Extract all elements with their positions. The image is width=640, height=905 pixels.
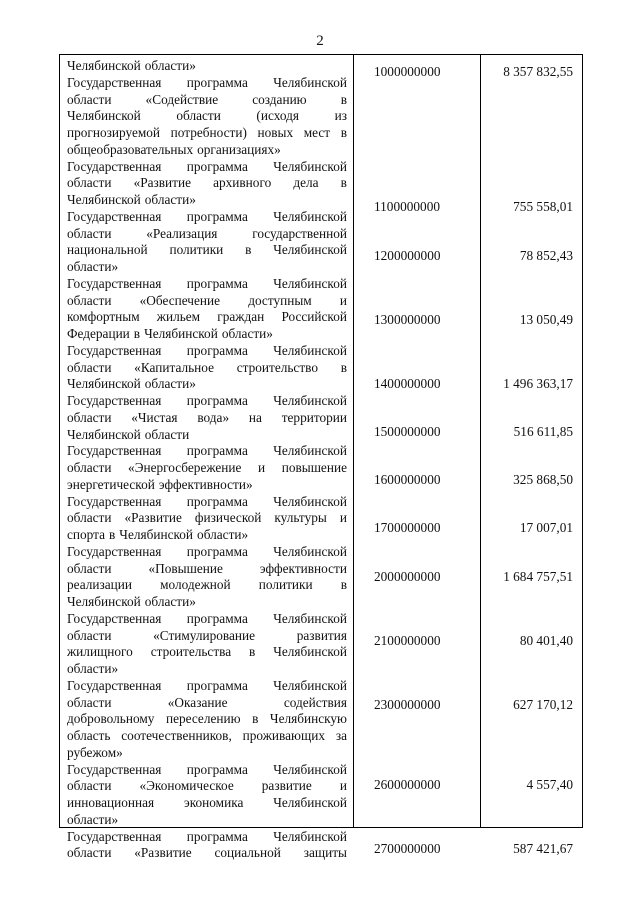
program-name-word: Челябинской [273,275,347,291]
program-name-line [67,58,347,75]
program-name-line [67,778,347,795]
program-name-line [67,762,347,779]
program-name-word: Государственная [67,543,162,559]
program-name-word: Челябинской [67,58,141,73]
program-name-word: из [334,108,347,124]
program-amount: 17 007,01 [519,520,573,535]
program-code: 1100000000 [374,199,440,214]
program-name-word: потребности) [170,125,247,140]
program-name-word: защиты [303,845,347,861]
program-amount: 1 496 363,17 [503,376,573,391]
program-name-word: Челябинской [273,158,347,174]
program-name-word: архивного [213,175,272,191]
program-name-word: дела [293,175,319,191]
program-name-line [67,427,347,444]
program-name-word: за [335,728,347,743]
program-name-word: Государственная [67,74,162,90]
program-amount: 516 611,85 [513,424,573,439]
program-name-word: повышение [281,460,347,475]
program-name-word: в [340,577,347,593]
program-name-word: жильем [156,309,201,325]
program-code: 1500000000 [374,424,441,439]
program-name-word: области [144,426,190,442]
program-name-line [67,527,347,544]
program-name-word: Челябинской [273,828,347,844]
program-name-word: Государственная [67,342,162,358]
program-name-word: программа [186,761,248,777]
program-name-word: программа [186,275,248,291]
program-name-line [67,343,347,360]
program-name-line [67,745,347,762]
program-name-word: области [67,292,112,308]
program-name-word: Челябинской [67,426,141,442]
program-name-word: Челябинской [273,208,347,224]
program-name-line [67,209,347,226]
program-name-word: в [249,644,256,660]
program-name-word: «Развитие [124,510,182,526]
program-name-word: программа [186,393,248,408]
program-name-word: созданию [252,91,307,107]
program-code: 2000000000 [374,569,441,584]
program-name-word: новых [257,125,294,140]
program-name-line [67,711,347,728]
program-name-word: эффективности [259,560,347,576]
program-name-word: молодежной [160,577,231,593]
program-name-word: программа [186,158,248,174]
program-name-word: социальной [214,845,281,861]
program-name-line [67,326,347,343]
program-name-word: и [339,778,347,794]
program-name-word: спорта [67,527,106,542]
program-name-line [67,812,347,829]
program-name-line [67,75,347,92]
program-name-line [67,142,347,159]
program-name-word: в [340,175,347,191]
program-name-word: в [340,359,347,375]
program-name-word: в [340,125,347,140]
program-name-word: Челябинской [273,443,347,459]
program-name-line [67,728,347,745]
program-name-word: Государственная [67,393,162,408]
program-name-word: в [245,242,252,258]
program-name-word: экономика [184,795,244,810]
program-name-line [67,544,347,561]
program-name-word: общеобразовательных [67,141,194,157]
column-divider [480,55,481,827]
program-name-line [67,829,347,846]
program-name-word: «Развитие [134,845,192,861]
program-code: 1600000000 [374,472,441,487]
program-name-word: Челябинской [273,761,347,777]
program-name-word: переселению [165,711,241,727]
program-name-word: «Развитие [133,175,191,191]
program-name-word: области [67,91,112,107]
program-name-word: области» [144,58,196,73]
program-name-word: Челябинской [67,192,141,207]
program-name-word: области» [221,326,273,341]
program-name-word: области [176,108,221,124]
program-name-line [67,494,347,511]
program-name-word: Челябинской [67,108,141,124]
program-amount: 80 401,40 [519,633,573,648]
program-name-word: Челябинской [144,326,218,341]
program-name-word: Государственная [67,443,162,459]
program-name-word: «Оказание [167,694,228,710]
program-name-line [67,242,347,259]
program-name-word: области» [67,259,119,274]
program-code: 1400000000 [374,376,441,391]
program-name-line [67,477,347,494]
program-name-word: в [109,527,116,542]
program-name-word: программа [186,493,248,509]
program-amount: 627 170,12 [513,697,573,712]
program-name-line [67,175,347,192]
program-name-line [67,293,347,310]
program-name-word: энергетической [67,476,155,492]
program-name-word: «Энергосбережение [128,460,242,475]
program-name-word: культуры [274,510,327,526]
program-name-word: программа [186,443,248,459]
program-code: 2300000000 [374,697,441,712]
program-name-line [67,561,347,578]
program-name-word: Челябинской [67,376,141,392]
program-name-line [67,443,347,460]
program-name-word: Государственная [67,158,162,174]
program-name-word: «Экономическое [139,778,234,794]
program-name-word: области [67,175,112,191]
program-name-line [67,460,347,477]
program-name-word: доступным [248,292,312,308]
program-name-word: Челябинской [273,242,347,258]
program-name-line [67,661,347,678]
program-name-word: мест [303,125,331,140]
program-name-word: Государственная [67,677,162,693]
program-name-word: рубежом» [67,744,123,760]
program-name-word: и [339,292,347,308]
program-name-word: Государственная [67,208,162,224]
program-name-word: Государственная [67,828,162,844]
program-name-word: области [67,409,112,425]
program-name-word: строительство [236,359,318,375]
program-name-word: «Капитальное [134,359,214,375]
program-amount: 4 557,40 [526,777,573,792]
program-name-word: области [67,225,112,241]
program-name-word: области» [67,661,119,676]
program-amount: 78 852,43 [519,248,573,263]
program-name-line [67,276,347,293]
program-name-word: области» [144,192,196,207]
program-name-word: «Стимулирование [153,627,256,643]
program-code: 1300000000 [374,312,441,327]
program-name-line [67,845,347,862]
program-name-line [67,376,347,393]
program-name-word: Федерации [67,326,130,341]
program-name-word: программа [186,610,248,626]
program-name-word: Государственная [67,610,162,626]
program-name-word: национальной [67,242,148,258]
program-name-word: Челябинской [273,677,347,693]
budget-table [59,54,583,861]
program-amount: 13 050,49 [519,312,573,327]
program-name-word: области [67,694,112,710]
program-name-line [67,611,347,628]
program-name-word: области [67,460,112,475]
program-name-line [67,644,347,661]
page-number: 2 [316,33,324,49]
program-name-word: развития [296,627,347,643]
program-name-word: программа [186,342,248,358]
program-name-word: Государственная [67,275,162,291]
program-name-word: политики [258,577,313,593]
program-name-word: на [248,409,262,425]
program-name-word: области [67,510,112,526]
program-name-line [67,678,347,695]
column-divider [353,55,354,827]
program-name-word: граждан [217,309,265,325]
program-name-word: «Повышение [148,560,223,576]
program-name-line [67,309,347,326]
program-name-line [67,92,347,109]
program-name-word: области [67,359,112,375]
program-name-line [67,594,347,611]
program-name-word: Челябинской [67,594,141,609]
program-name-word: в [340,91,347,107]
program-name-word: проживающих [242,728,325,743]
program-name-line [67,360,347,377]
program-name-word: области» [144,376,196,392]
program-name-word: Челябинской [273,342,347,358]
program-name-word: комфортным [67,309,140,325]
program-name-word: территории [281,409,347,425]
program-name-line [67,108,347,125]
program-name-word: «Содействие [145,91,219,107]
program-name-word: Челябинской [273,393,347,408]
program-name-line [67,226,347,243]
program-name-word: программа [186,543,248,559]
program-name-word: соотечественников, [121,728,232,743]
program-name-word: строительства [150,644,232,660]
program-name-word: области» [67,811,119,827]
program-name-word: в [252,711,259,727]
program-name-word: в [133,326,141,341]
program-name-word: Челябинской [273,543,347,559]
program-name-word: Российской [281,309,347,325]
program-name-line [67,795,347,812]
program-name-word: Челябинской [273,795,347,810]
program-names-column [60,58,353,862]
program-name-word: государственной [252,225,347,241]
program-amount: 755 558,01 [513,199,573,214]
program-name-line [67,628,347,645]
program-code: 2100000000 [374,633,441,648]
program-name-word: вода» [197,409,230,425]
program-name-word: программа [186,828,248,844]
program-name-word: программа [186,208,248,224]
program-name-word: жилищного [67,644,133,660]
program-code: 2600000000 [374,777,441,792]
program-name-word: прогнозируемой [67,125,161,140]
program-name-word: добровольному [67,711,155,727]
program-name-word: области [67,560,112,576]
program-name-word: программа [186,74,248,90]
program-name-word: Челябинской [273,74,347,90]
program-name-word: политики [169,242,224,258]
program-name-word: области [67,845,112,861]
program-name-word: Челябинской [273,493,347,509]
program-name-word: области» [144,594,196,609]
program-name-word: Челябинскую [269,711,347,727]
program-name-line [67,510,347,527]
program-name-word: развитие [261,778,312,794]
program-name-word: (исходя [256,108,299,124]
program-code: 2700000000 [374,841,441,856]
program-name-word: «Обеспечение [139,292,221,308]
program-name-line [67,259,347,276]
program-name-word: Челябинской [273,644,347,660]
program-amount: 587 421,67 [513,841,573,856]
program-name-word: «Чистая [131,409,178,425]
program-code: 1700000000 [374,520,441,535]
program-name-word: области [67,627,112,643]
program-name-word: эффективности» [158,476,253,492]
program-name-word: область [67,728,111,743]
program-name-line [67,192,347,209]
program-name-word: содействия [283,694,347,710]
program-name-word: области [67,778,112,794]
program-name-word: Челябинской [119,527,194,542]
program-name-word: организациях» [197,141,281,157]
program-code: 1000000000 [374,64,441,79]
program-name-word: программа [186,677,248,693]
program-name-word: реализации [67,577,132,593]
program-name-word: физической [194,510,262,526]
program-amount: 1 684 757,51 [503,569,573,584]
program-name-line [67,159,347,176]
program-name-line [67,410,347,427]
program-name-word: Челябинской [273,610,347,626]
program-amount: 325 868,50 [513,472,573,487]
program-code: 1200000000 [374,248,441,263]
program-name-word: Государственная [67,493,162,509]
program-name-line [67,577,347,594]
program-name-line [67,393,347,410]
program-name-word: «Реализация [146,225,218,241]
program-name-word: Государственная [67,761,162,777]
program-name-word: области» [197,527,249,542]
program-name-word: и [258,460,266,475]
program-name-word: и [339,510,347,526]
program-name-word: инновационная [67,795,155,810]
program-name-line [67,695,347,712]
program-amount: 8 357 832,55 [503,64,573,79]
program-name-line [67,125,347,142]
